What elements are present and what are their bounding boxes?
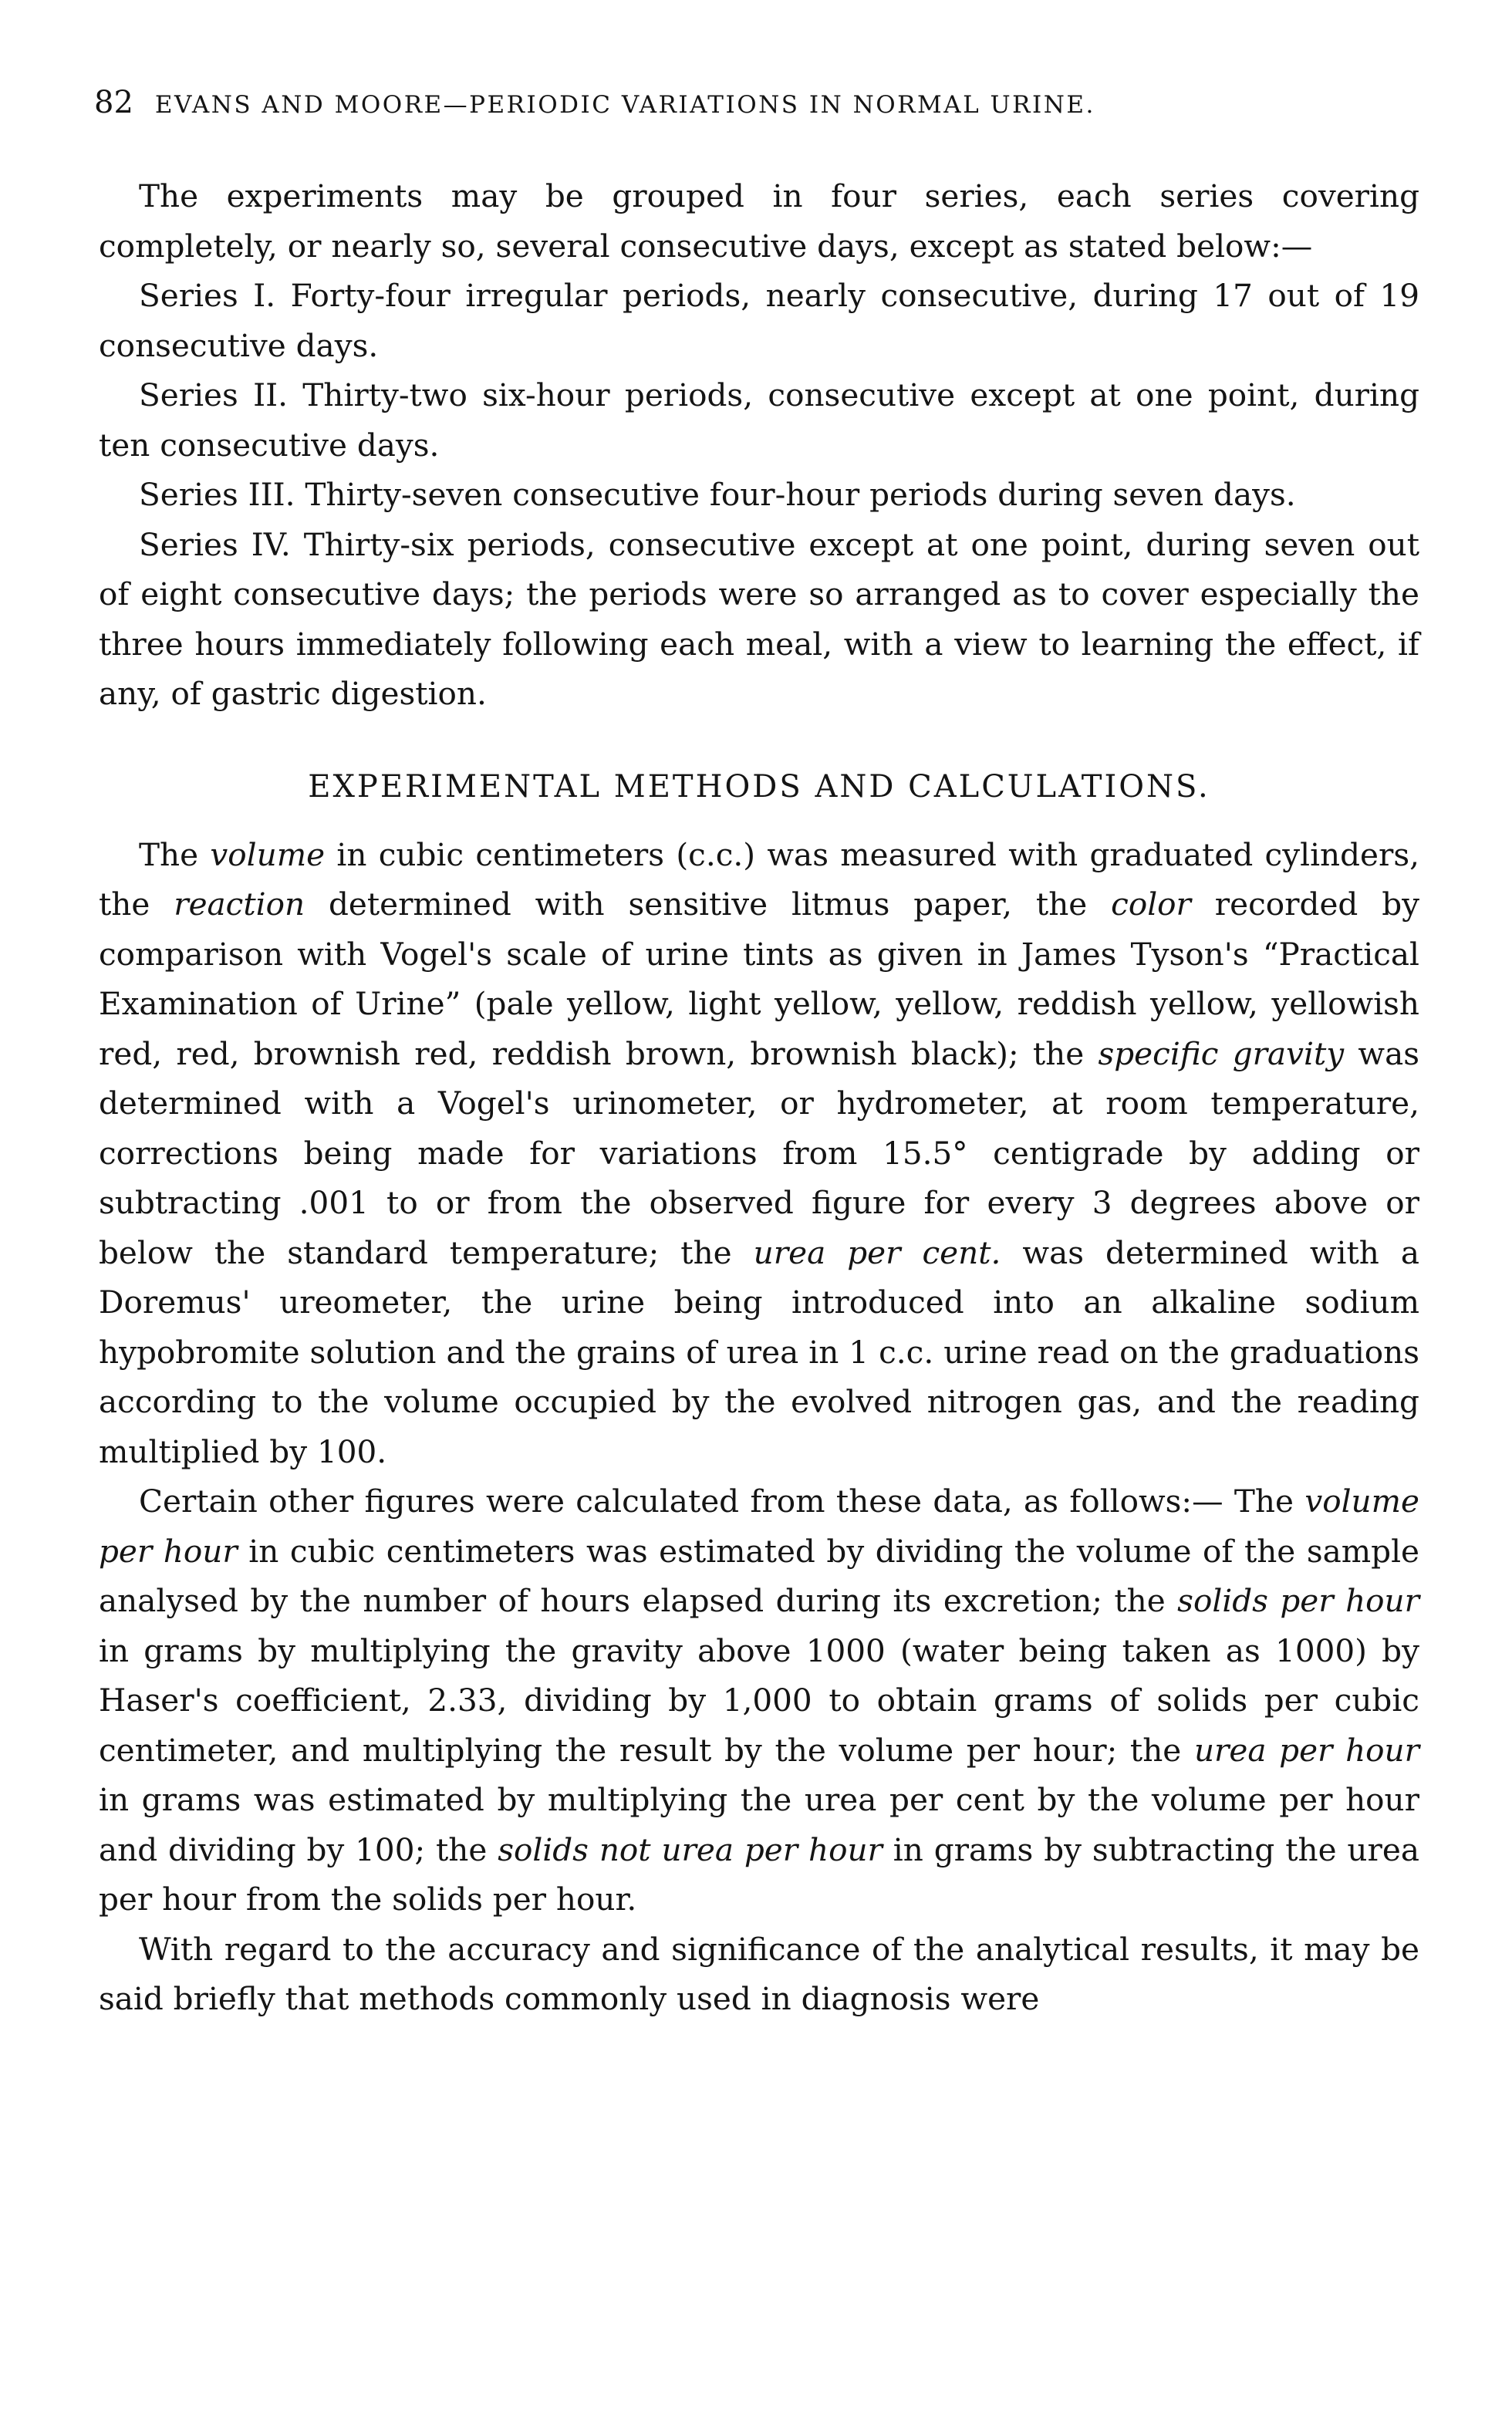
methods-term-reaction: reaction — [174, 886, 305, 923]
calculations-term-volume-per-hour: volume per hour — [99, 1483, 1419, 1570]
series-label: Series IV. — [139, 525, 291, 563]
methods-term-volume: volume — [210, 835, 326, 873]
series-label: Series I. — [139, 277, 276, 314]
methods-text-segment: was determined with a Doremus' ureometer, the urine being introduced into an alkaline sodium hypobromite solution and the grains of urea in 1 c.c. urine read on the graduations according to the volume occupied by the evolved nitrogen gas, and the reading multiplied by 100. — [99, 1233, 1419, 1470]
running-head — [94, 83, 1421, 124]
body-text — [99, 171, 1419, 2024]
series-item — [99, 370, 1419, 470]
methods-text-segment: was determined with a Vogel's urinometer, or hydrometer, at room temperature, corrections being made for variations from 15.5° centigrade by adding or subtracting .001 to or from the observed figure for every 3 degrees above or below the standard temperature; the — [99, 1034, 1420, 1271]
calculations-text-segment: Certain other figures were calculated from these data, as follows:— The — [139, 1483, 1294, 1520]
methods-term-color: color — [1111, 886, 1191, 923]
accuracy-paragraph: With regard to the accuracy and significance of the analytical results, it may be said briefly that methods commonly used in diagnosis were — [99, 1930, 1419, 2017]
calculations-text-segment: in grams was estimated by multiplying the urea per cent by the volume per hour and dividing by 100; the — [99, 1781, 1419, 1868]
series-label: Series III. — [139, 476, 295, 513]
running-head-title: EVANS AND MOORE—PERIODIC VARIATIONS IN NORMAL URINE. — [154, 91, 1095, 119]
series-text: Forty-four irregular periods, nearly consecutive, during 17 out of 19 consecutive days. — [99, 277, 1419, 364]
series-list — [99, 271, 1419, 719]
series-item — [99, 271, 1419, 370]
methods-paragraph — [99, 830, 1419, 1477]
methods-text-segment: The — [139, 835, 199, 873]
series-text: Thirty-six periods, consecutive except at one point, during seven out of eight consecutive days; the periods were so arranged as to cover especially the three hours immediately following each meal, with a view to learning the effect, if any, of gastric digestion. — [99, 525, 1420, 712]
calculations-paragraph — [99, 1476, 1419, 1925]
methods-term-urea-per-cent: urea per cent. — [753, 1233, 1001, 1271]
calculations-term-solids-per-hour: solids per hour — [1177, 1582, 1419, 1619]
series-item — [99, 520, 1419, 719]
series-text: Thirty-two six-hour periods, consecutive except at one point, during ten consecutive days. — [99, 376, 1419, 464]
series-item — [99, 470, 1419, 520]
intro-paragraph: The experiments may be grouped in four series, each series covering completely, or nearly so, several consecutive days, except as stated below:— — [99, 177, 1419, 265]
methods-text-segment: in cubic centimeters (c.c.) was measured with graduated cylinders, the — [99, 835, 1420, 923]
calculations-term-solids-not-urea-per-hour: solids not urea per hour — [498, 1830, 883, 1868]
calculations-text-segment: in cubic centimeters was estimated by dividing the volume of the sample analysed by the number of hours elapsed during its excretion; the — [99, 1532, 1419, 1619]
section-heading: EXPERIMENTAL METHODS AND CALCULATIONS. — [308, 768, 1210, 805]
methods-text-segment: recorded by comparison with Vogel's scale of urine tints as given in James Tyson's “Practical Examination of Urine” (pale yellow, light yellow, yellow, reddish yellow, yellowish red, red, brownish red, reddish brown, brownish black); the — [99, 886, 1420, 1072]
calculations-term-urea-per-hour: urea per hour — [1193, 1731, 1419, 1769]
series-text: Thirty-seven consecutive four-hour periods during seven days. — [305, 476, 1296, 513]
methods-text-segment: determined with sensitive litmus paper, the — [328, 886, 1088, 923]
series-label: Series II. — [139, 376, 288, 413]
page-number: 82 — [94, 85, 133, 120]
methods-term-specific-gravity: specific gravity — [1098, 1034, 1345, 1072]
calculations-text-segment: in grams by subtracting the urea per hour from the solids per hour. — [99, 1830, 1419, 1918]
calculations-text-segment: in grams by multiplying the gravity above 1000 (water being taken as 1000) by Haser's coefficient, 2.33, dividing by 1,000 to obtain grams of solids per cubic centimeter, and multiplying the result by the volume per hour; the — [99, 1631, 1419, 1769]
